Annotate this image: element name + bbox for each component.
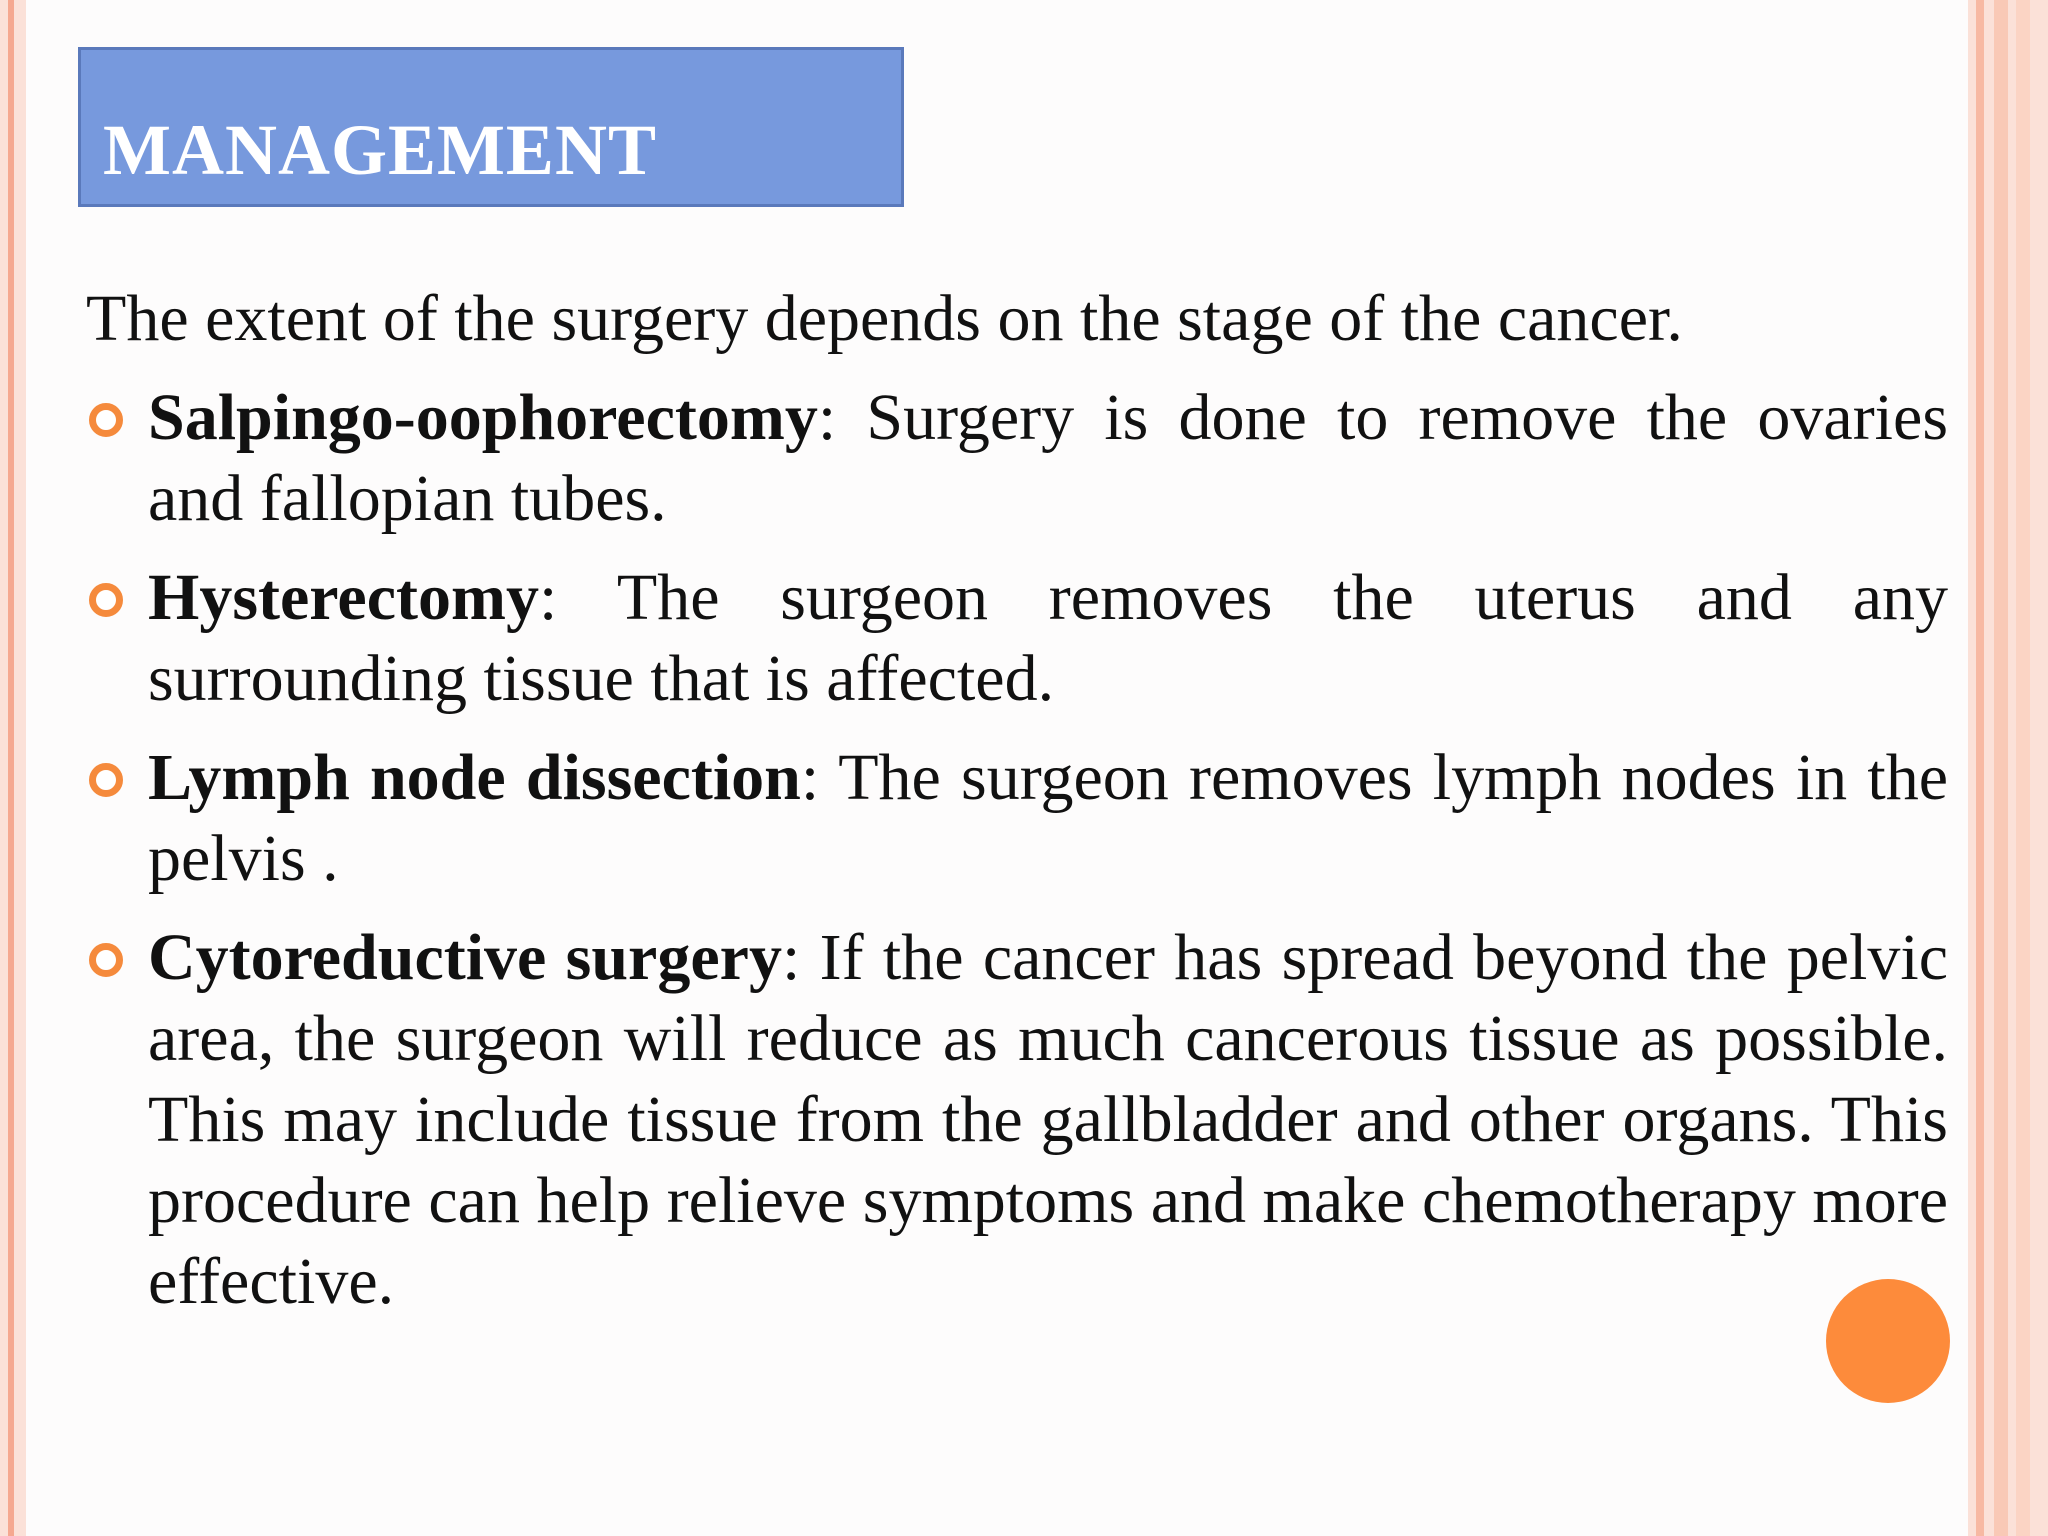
- right-border-decoration: [1968, 0, 2048, 1536]
- right-border-line: [1976, 0, 1984, 1536]
- right-border-line: [2016, 0, 2030, 1536]
- bullet-item: [86, 917, 1948, 1322]
- bullet-separator: :: [538, 561, 617, 634]
- bullet-circle-icon: [89, 403, 123, 437]
- bullet-term: Cytoreductive surgery: [148, 921, 782, 994]
- bullet-circle-icon: [89, 583, 123, 617]
- bullet-separator: :: [817, 381, 867, 454]
- bullet-circle-icon: [89, 763, 123, 797]
- bullet-item: [86, 737, 1948, 899]
- bullet-separator: :: [800, 741, 839, 814]
- bullet-separator: :: [781, 921, 820, 994]
- slide-content: [86, 278, 1948, 1340]
- left-border-line: [8, 0, 14, 1536]
- bullet-item: [86, 377, 1948, 539]
- intro-text: The extent of the surgery depends on the stage of the cancer.: [86, 282, 1683, 355]
- bullet-term: Salpingo-oophorectomy: [148, 381, 818, 454]
- title-box: [78, 47, 904, 207]
- bullet-text: If the cancer has spread beyond the pelvic area, the surgeon will reduce as much cancerous tissue as possible. This may include tissue from the gallbladder and other organs. This procedure can help relieve symptoms and make chemotherapy more effective.: [148, 921, 1948, 1318]
- bullet-circle-icon: [89, 943, 123, 977]
- decorative-circle-icon: [1826, 1279, 1950, 1403]
- bullet-item: [86, 557, 1948, 719]
- bullet-term: Lymph node dissection: [148, 741, 801, 814]
- right-border-line: [1994, 0, 2008, 1536]
- bullet-text: Surgery is done to remove the ovaries and fallopian tubes.: [148, 381, 1948, 535]
- slide-title: MANAGEMENT: [103, 110, 657, 190]
- bullet-text: The surgeon removes the uterus and any surrounding tissue that is affected.: [148, 561, 1948, 715]
- bullet-text: The surgeon removes lymph nodes in the pelvis .: [148, 741, 1948, 895]
- bullet-list: [86, 377, 1948, 1322]
- bullet-term: Hysterectomy: [148, 561, 539, 634]
